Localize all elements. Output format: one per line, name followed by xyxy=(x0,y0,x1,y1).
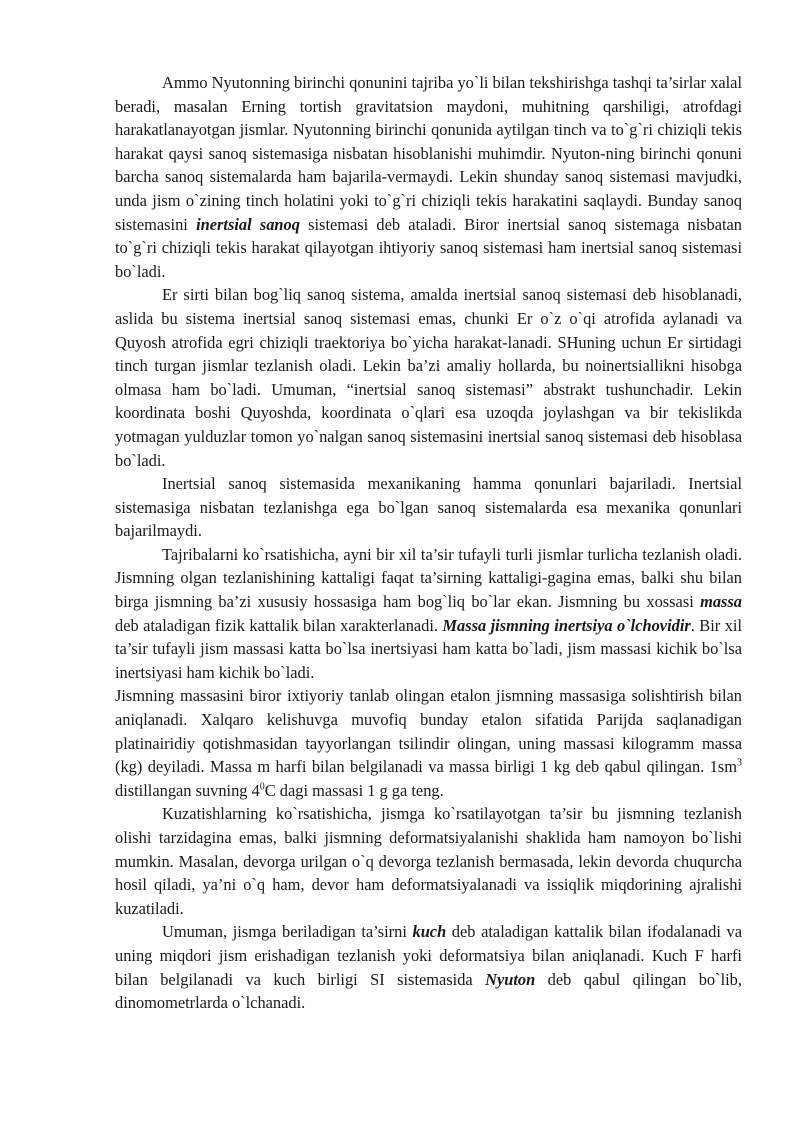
emphasized-term: massa xyxy=(700,592,742,612)
paragraph-mass-definition xyxy=(115,543,742,685)
text-run: Kuzatishlarning ko`rsatishicha, jismga ko`rsatilayotgan ta’sir bu jismning tezlanish olishi tarzidagina emas, balki jismning deformatsiyalanishi shaklida ham namoyon bo`lishi mumkin. Masalan, devorga urilgan o`q devorga tezlanish bermasada, lekin devorda chuqurcha hosil qiladi, ya’ni o`q ham, devor ham deformatsiyalanadi va issiqlik miqdorining ajralishi kuzatiladi. xyxy=(115,804,742,918)
emphasized-term: kuch xyxy=(412,922,447,942)
emphasized-term: Massa jismning inertsiya o`lchovidir xyxy=(442,615,691,635)
text-run: Er sirti bilan bog`liq sanoq sistema, amalda inertsial sanoq sistemasi deb hisoblanadi, aslida bu sistema inertsial sanoq sistemasi emas, chunki Er o`z o`qi atrofida aylanadi va Quyosh atrofida egri chiziqli traektoriya bo`yicha harakat-lanadi. SHuning uchun Er sirtidagi tinch turgan jismlar tezlanish oladi. Lekin ba’zi amaliy hollarda, bu noinertsiallikni hisobga olmasa ham bo`ladi. Umuman, “inertsial sanoq sistemasi” abstrakt tushunchadir. Lekin koordinata boshi Quyoshda, koordinata o`qlari esa uzoqda joylashgan va bir tekislikda yotmagan yulduzlar tomon yo`nalgan sanoq sistemasini inertsial sanoq sistemasi deb hisoblasa bo`ladi. xyxy=(115,285,742,470)
paragraph-inertial-frame xyxy=(115,71,742,283)
text-run: sistemasi deb ataladi. Biror inertsial sanoq sistemaga nisbatan to`g`ri chiziqli tekis harakat qilayotgan ihtiyoriy sanoq sistemasi ham inertsial sanoq sistemasi bo`ladi. xyxy=(115,214,742,281)
text-run: deb ataladigan kattalik bilan ifodalanadi va uning miqdori jism erishadigan tezlanish yoki deformatsiya bilan aniqlanadi. Kuch F harfi bilan belgilanadi va kuch birligi SI sistemasida xyxy=(115,922,742,989)
paragraph-deformation xyxy=(115,802,742,920)
text-run: deb qabul qilingan bo`lib, dinomometrlarda o`lchanadi. xyxy=(115,969,742,1013)
text-run: . Bir xil ta’sir tufayli jism massasi katta bo`lsa inertsiyasi ham katta bo`ladi, jism massasi kichik bo`lsa inertsiyasi ham kichik bo`ladi. xyxy=(115,615,742,682)
paragraph-earth-frame xyxy=(115,283,742,472)
text-run: Tajribalarni ko`rsatishicha, ayni bir xil ta’sir tufayli turli jismlar turlicha tezlanish oladi. Jismning olgan tezlanishining kattaligi faqat ta’sirning kattaligi-gagina emas, balki shu bilan birga jismning ba’zi xususiy hossasiga ham bog`liq bo`lar ekan. Jismning bu xossasi xyxy=(115,544,742,612)
emphasized-term: Nyuton xyxy=(485,969,536,989)
paragraph-mass-measurement xyxy=(115,684,742,802)
text-run: deb ataladigan fizik kattalik bilan xarakterlanadi. xyxy=(115,615,443,635)
text-run: Inertsial sanoq sistemasida mexanikaning hamma qonunlari bajariladi. Inertsial sistemasiga nisbatan tezlanishga ega bo`lgan sanoq sistemalarda esa mexanika qonunlari bajarilmaydi. xyxy=(115,474,742,541)
text-run: Umuman, jismga beriladigan ta’sirni xyxy=(162,922,413,942)
text-run: C dagi massasi 1 g ga teng. xyxy=(264,780,444,800)
emphasized-term: inertsial sanoq xyxy=(196,214,300,234)
superscript: 3 xyxy=(737,757,742,769)
paragraph-mechanics-laws xyxy=(115,472,742,543)
paragraph-force-definition xyxy=(115,920,742,1014)
text-run: Jismning massasini biror ixtiyoriy tanlab olingan etalon jismning massasiga solishtirish bilan aniqlanadi. Xalqaro kelishuvga muvofiq bunday etalon sifatida Parijda saqlanadigan platinairidiy qotishmasidan tayyorlangan tsilindir olingan, uning massasi kilogramm massa (kg) deyiladi. Massa m harfi bilan belgilanadi va massa birligi 1 kg deb qabul qilingan. 1sm xyxy=(115,686,742,777)
superscript: 0 xyxy=(259,781,265,793)
text-run: Ammo Nyutonning birinchi qonunini tajriba yo`li bilan tekshirishga tashqi ta’sirlar xalal beradi, masalan Erning tortish gravitatsion maydoni, muhitning qarshiligi, atrofdagi harakatlanayotgan jismlar. Nyutonning birinchi qonunida aytilgan tinch va to`g`ri chiziqli tekis harakat qaysi sanoq sistemasiga nisbatan hisoblanishi muhimdir. Nyuton-ning birinchi qonuni barcha sanoq sistemalarda ham bajarila-vermaydi. Lekin shunday sanoq sistemasi mavjudki, unda jism o`zining tinch holatini yoki to`g`ri chiziqli tekis harakatini saqlaydi. Bunday sanoq sistemasini xyxy=(115,73,742,234)
document-page xyxy=(115,71,742,1015)
text-run: distillangan suvning 4 xyxy=(115,780,260,800)
